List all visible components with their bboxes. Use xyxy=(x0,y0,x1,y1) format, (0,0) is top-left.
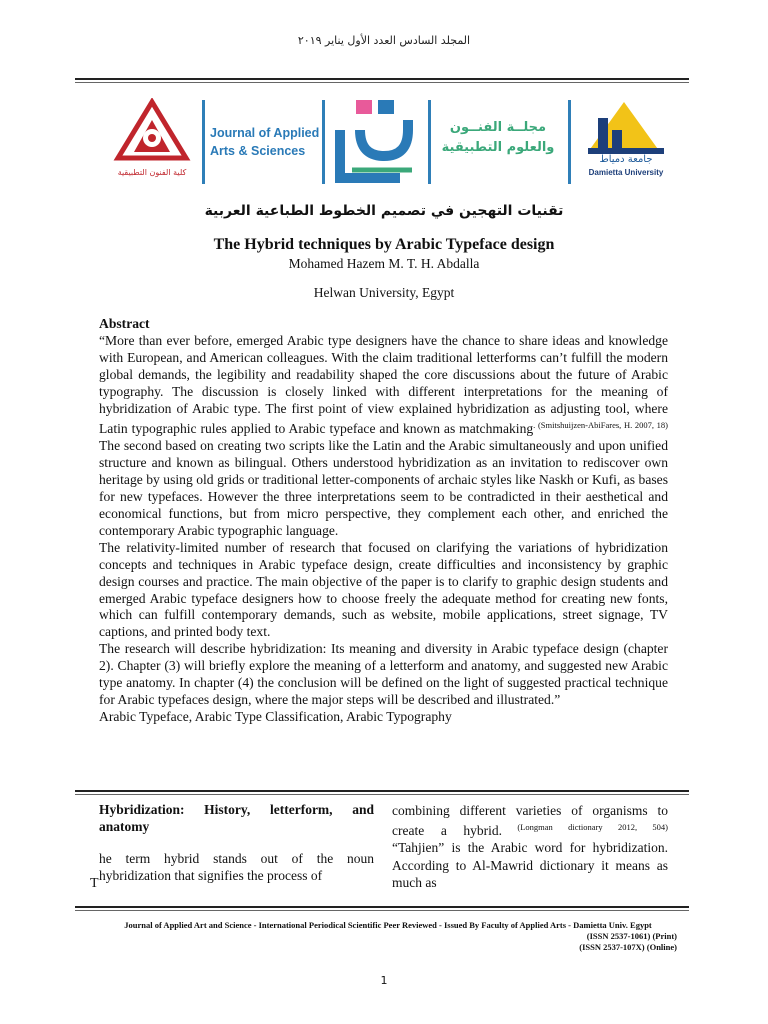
journal-banner xyxy=(98,96,668,192)
paper-affiliation: Helwan University, Egypt xyxy=(313,285,455,300)
abstract-citation: . (Smitshuijzen-AbiFares, H. 2007, 18) xyxy=(533,420,668,431)
section-rule-thin xyxy=(75,794,689,795)
footer-issn-print: (ISSN 2537-1061) (Print) xyxy=(586,931,677,941)
journal-name-ar xyxy=(438,118,558,158)
banner-divider xyxy=(322,100,325,184)
faculty-logo-caption: كلية الفنون التطبيقية xyxy=(117,168,187,177)
paper-title-ar: تقنيات التهجين في تصميم الخطوط الطباعية العربية xyxy=(204,203,564,219)
banner-divider xyxy=(568,100,571,184)
abstract-paragraph-2: The relativity-limited number of research that focused on clarifying the variations of hybridization concepts and techniques in Arabic typeface design, create difficulties and inconsistency by graphic design courses and practice. The main objective of the paper is to clarify to graphic design students and emerged Arabic typeface designers how to choose freely the adequate method for creating new fonts, which can fulfill contemporary demands, such as website, mobile applications, street signage, TV captions, and printed body text. xyxy=(99,539,668,640)
body-column-right xyxy=(392,802,668,891)
body-paragraph: “Tahjien” is the Arabic word for hybridization. According to Al-Mawrid dictionary it means as much as xyxy=(392,840,668,890)
abstract-paragraph-1 xyxy=(99,333,668,540)
footer-journal-line: Journal of Applied Art and Science - International Periodical Scientific Peer Reviewed - Issued By Faculty of Applied Arts - Damietta Univ. Egypt xyxy=(124,920,652,930)
banner-divider xyxy=(202,100,205,184)
university-name-ar: جامعة دمياط xyxy=(599,154,653,165)
footer-rule xyxy=(75,906,689,908)
body-citation: (Longman dictionary 2012, 504) xyxy=(502,822,669,833)
journal-logo-icon xyxy=(330,96,422,186)
abstract-text: The second based on creating two scripts like the Latin and the Arabic simultaneously and upon unified structure and known as bilingual. Others understood hybridization as an invitation to rediscover own heritage by using old grids or traditional letter-components of archaic styles like Naskh or Kufi, as bases for new typefaces. However the three interpretations seem to be contradicted in their aesthetical and economical functions, but from micro perspective, they complement each other, and enriched the contemporary Arabic typographic language. xyxy=(99,438,668,538)
running-head: المجلد السادس العدد الأول يناير ٢٠١٩ xyxy=(297,34,471,47)
journal-name-ar-line2: والعلوم التطبيقية xyxy=(441,140,555,155)
section-heading: Hybridization: History, letterform, and anatomy xyxy=(99,802,374,834)
body-text: combining different varieties of organisms to create a hybrid. xyxy=(392,803,668,839)
abstract xyxy=(99,316,668,726)
body-column-left xyxy=(99,802,374,884)
footer xyxy=(99,920,677,953)
journal-name-en-line2: Arts & Sciences xyxy=(210,144,306,158)
journal-name-en xyxy=(210,124,322,160)
footer-issn-online: (ISSN 2537-107X) (Online) xyxy=(579,942,677,952)
header-rule xyxy=(75,78,689,80)
header-rule-thin xyxy=(75,82,689,83)
abstract-keywords: Arabic Typeface, Arabic Type Classification, Arabic Typography xyxy=(99,708,452,724)
journal-name-ar-line1: مجلــة الفنــون xyxy=(449,120,547,135)
abstract-paragraph-3: The research will describe hybridization: Its meaning and diversity in Arabic typeface design (chapter 2). Chapter (3) will briefly explore the meaning of a letterform and anatomy, and suggested new Arabic type anatomy. In chapter (4) the conclusion will be defined on the light of suggested practical technique for Arabic typefaces design, where the major steps will be described and illustrated.” xyxy=(99,641,668,707)
section-rule xyxy=(75,790,689,792)
banner-divider xyxy=(428,100,431,184)
abstract-heading: Abstract xyxy=(99,316,150,331)
body-paragraph xyxy=(392,802,668,839)
paper-title-en: The Hybrid techniques by Arabic Typeface design xyxy=(213,236,555,253)
page-number: 1 xyxy=(380,974,388,987)
paper-author: Mohamed Hazem M. T. H. Abdalla xyxy=(288,256,480,271)
abstract-text: “More than ever before, emerged Arabic type designers have the chance to share ideas and knowledge with European, and American colleagues. With the claim traditional letterforms can’t fulfill the modern global demands, the legibility and readability shaped the core discussions about the future of Arabic typography. The discussion is closely linked with different interpretations for the meaning of hybridization of Arabic type. The first point of view explained hybridization as adjusting tool, where Latin typographic rules applied to Arabic typeface and known as matchmaking xyxy=(99,332,668,437)
footer-rule-thin xyxy=(75,910,689,911)
university-name-en: Damietta University xyxy=(588,168,664,177)
drop-cap: T xyxy=(90,876,99,891)
journal-name-en-line1: Journal of Applied xyxy=(210,126,320,140)
body-paragraph: he term hybrid stands out of the noun hybridization that signifies the process of xyxy=(99,851,374,883)
